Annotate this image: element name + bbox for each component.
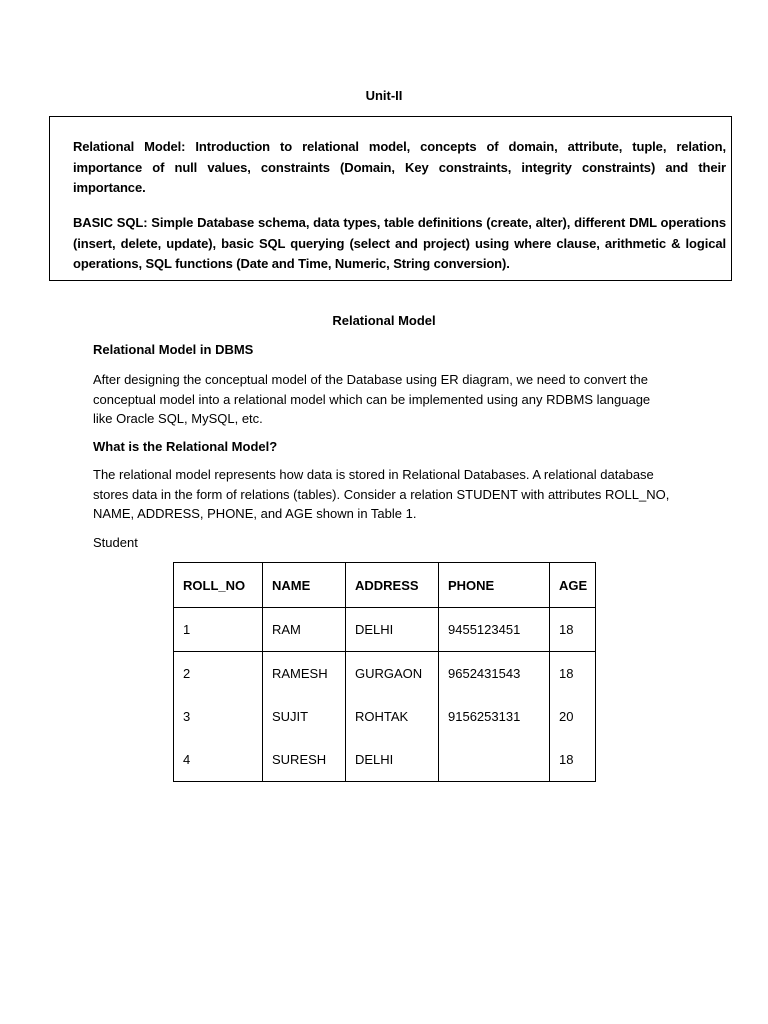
cell-name: RAM [263,608,346,652]
table-row [174,608,596,652]
table-row [174,738,596,782]
section-title: Relational Model [332,313,436,328]
cell-name: SURESH [263,738,346,782]
cell-age: 18 [550,738,596,782]
unit-title: Unit-II [365,88,403,103]
paragraph-relational-model: The relational model represents how data is stored in Relational Databases. A relational database stores data in the form of relations (tables). Consider a relation STUDENT with attributes ROLL_NO, NAME, ADDRESS, PHONE, and AGE shown in Table 1. [93,467,670,521]
cell-roll-no: 2 [174,652,263,696]
cell-address: ROHTAK [346,695,439,738]
cell-roll-no: 1 [174,608,263,652]
table-row [174,652,596,696]
cell-roll-no: 3 [174,695,263,738]
paragraph-intro: After designing the conceptual model of the Database using ER diagram, we need to convert the conceptual model into a relational model which can be implemented using any RDBMS language like Oracle SQL, MySQL, etc. [93,372,651,426]
cell-age: 18 [550,608,596,652]
student-table [173,562,596,782]
cell-address: GURGAON [346,652,439,696]
syllabus-box [49,116,732,281]
cell-phone [439,738,550,782]
table-label: Student [93,535,138,550]
syllabus-basic-sql: BASIC SQL: Simple Database schema, data types, table definitions (create, alter), different DML operations (insert, delete, update), basic SQL querying (select and project) using where clause, arithmetic & logical operations, SQL functions (Date and Time, Numeric, String conversion). [73,215,726,271]
cell-phone: 9652431543 [439,652,550,696]
syllabus-relational-model: Relational Model: Introduction to relational model, concepts of domain, attribute, tuple, relation, importance of null values, constraints (Domain, Key constraints, integrity constraints) and their importance. [73,139,726,195]
cell-name: SUJIT [263,695,346,738]
cell-phone: 9455123451 [439,608,550,652]
header-name: NAME [263,563,346,608]
cell-name: RAMESH [263,652,346,696]
cell-address: DELHI [346,738,439,782]
header-age: AGE [550,563,596,608]
heading-relational-model-dbms: Relational Model in DBMS [93,342,254,357]
cell-address: DELHI [346,608,439,652]
table-header-row [174,563,596,608]
cell-age: 18 [550,652,596,696]
header-roll-no: ROLL_NO [174,563,263,608]
header-address: ADDRESS [346,563,439,608]
heading-what-is-relational-model: What is the Relational Model? [93,439,278,454]
cell-roll-no: 4 [174,738,263,782]
cell-phone: 9156253131 [439,695,550,738]
table-row [174,695,596,738]
cell-age: 20 [550,695,596,738]
header-phone: PHONE [439,563,550,608]
